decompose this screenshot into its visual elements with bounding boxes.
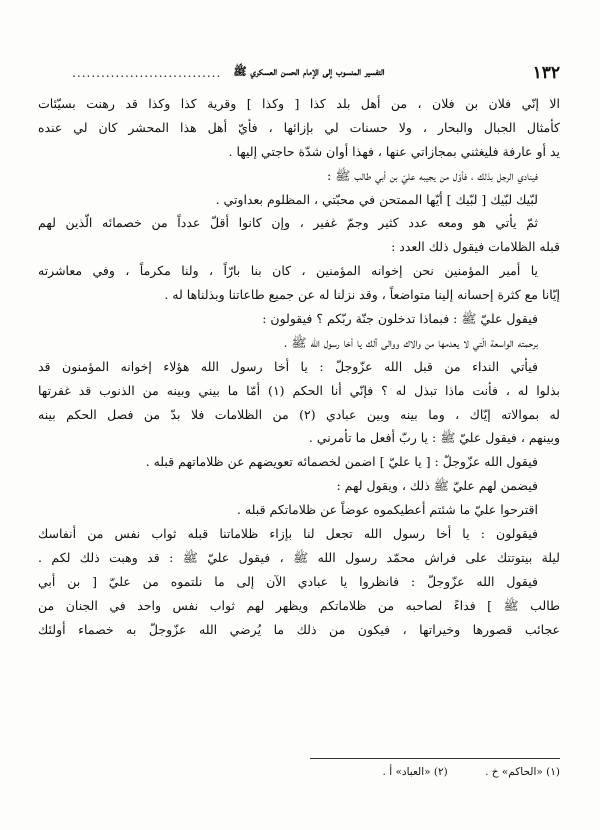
text-line: كأمثال الجبال والبحار ، ولا حسنات لي بإزائها ، فأيّ أهل هذا المحشر كان لي عنده: [38, 119, 560, 135]
page-number: ١٣٢: [532, 63, 560, 83]
text-line: إيّانا مع كثرة إحسانه إلينا متواضعاً ، وقد نزلنا له عن جميع طاعاتنا وبذلناها له .: [164, 287, 560, 303]
text-line: قبله الظلامات فيقول ذلك العدد :: [391, 239, 560, 255]
text-line: فينادي الرجل بذلك ، فأوّل من يجيبه عليّ بن أبي طالب ﷺ :: [327, 167, 538, 183]
main-text: [38, 92, 560, 641]
text-line: الا إنّي فلان بن فلان ، من أهل بلد كذا [ وكذا ] وقرية كذا وكذا قد رهنت بسيّئات: [38, 96, 560, 111]
text-line: فيقول الله عزّوجلّ : [ يا عليّ ] اضمن لخصمائه تعويضهم عن ظلاماتهم قبله .: [145, 454, 538, 470]
text-line: بذلوا له ، فأنت ماذا تبذل له ؟ فإنّي أنا الحكم (١) أمّا ما بيني وبينه من الذنوب قد غفرتها: [38, 382, 560, 398]
text-line: يد أو عارفة فليغثني بمجازاتي عنها ، فهذا أوان شدّة حاجتي إليها .: [228, 143, 560, 159]
text-line: فيقول عليّ ﷺ : فبماذا تدخلون جنّة ربّكم ؟ فيقولون :: [262, 311, 538, 327]
text-line: يا أمير المؤمنين نحن إخوانه المؤمنين ، كان بنا بارّاً ، ولنا مكرماً ، وفي معاشرته: [38, 263, 538, 279]
text-line: اقترحوا عليّ ما شئتم أعطيكموه عوضاً عن ظلاماتكم قبله .: [237, 502, 538, 518]
text-line: وبينهم ، فيقول عليّ ﷺ : يا ربّ أفعل ما تأمرني .: [308, 430, 560, 446]
text-line: لبّيك لبّيك [ لبّيك ] أيّها الممتحن في محبّتي ، المظلوم بعداوتي .: [215, 191, 538, 207]
text-line: فيقولون : يا أخا رسول الله تجعل لنا بإزاء ظلاماتنا قبله ثواب نفس من أنفاسك: [38, 526, 538, 542]
running-title: التفسير المنسوب إلى الإمام الحسن العسكري ﷺ: [233, 65, 385, 78]
text-line: طالب ﷺ ] فداءً لصاحبه من ظلاماتكم ويظهر لهم ثواب نفس واحد في الجنان من: [38, 597, 560, 613]
text-line: برحمته الواسعة الّتي لا يعدمها من والاك ووالى آلك يا أخا رسول الله ﷺ .: [283, 334, 538, 350]
text-line: عجائب قصورها وخيراتها ، فيكون من ذلك ما يُرضي الله عزّوجلّ به خصماء أولئك: [38, 621, 560, 637]
text-line: ليلة بيتوتتك على فراش محمّد رسول الله ﷺ ، فيقول عليّ ﷺ : قد وهبت ذلك لكم .: [38, 549, 560, 565]
footnotes: [349, 766, 560, 778]
page-header: [38, 62, 560, 84]
text-line: له بموالاته إيّاك ، وما بينه وبين عبادي (٢) من الظلامات فلا بدّ من فصل الحكم بينه: [38, 406, 560, 422]
text-line: فيضمن لهم عليّ ﷺ ذلك ، ويقول لهم :: [336, 478, 538, 494]
header-dots: ...............................: [72, 66, 222, 80]
text-line: فيأتي النداء من قبل الله عزّوجلّ : يا أخا رسول الله هؤلاء إخوانه المؤمنون قد: [38, 358, 538, 374]
text-line: فيقول الله عزّوجلّ : فانظروا يا عبادي الآن إلى ما نلتموه من عليّ [ بن أبي: [38, 573, 538, 589]
footnote-divider: [310, 758, 560, 759]
footnote-1: (١) «الحاكم» خ .: [485, 766, 560, 778]
footnote-2: (٢) «العباد» أ .: [382, 766, 448, 778]
text-line: ثمّ يأتي هو ومعه عدد كثير وجمّ غفير ، وإن كانوا أقلّ عدداً من خصمائه الّذين لهم: [38, 215, 538, 231]
